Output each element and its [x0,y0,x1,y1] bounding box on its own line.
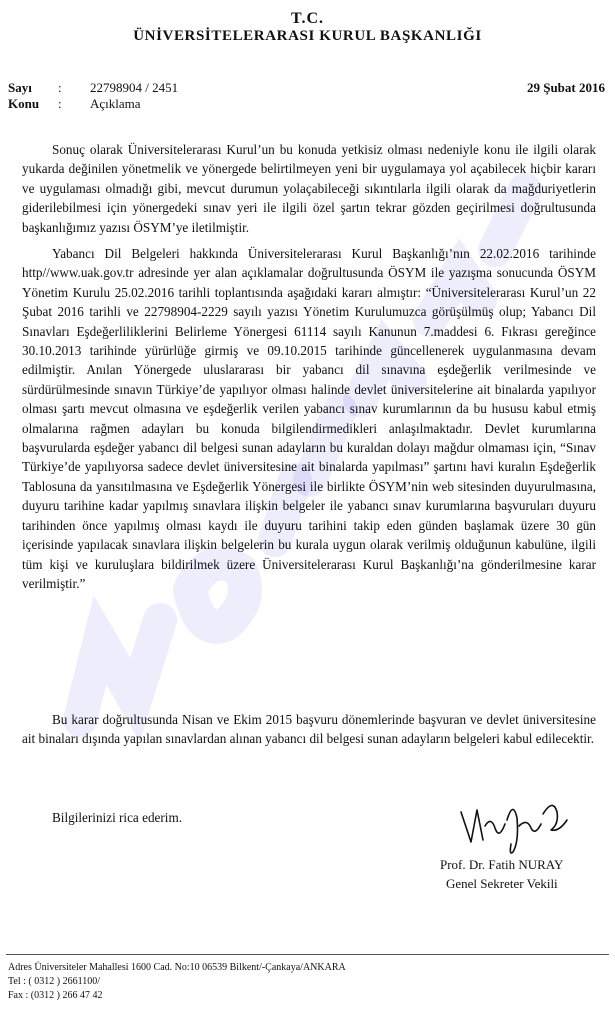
document-date: 29 Şubat 2016 [526,80,605,95]
sayi-label: Sayı [8,80,32,95]
footer-phone: Tel : ( 0312 ) 2661100/ [8,976,100,987]
sayi-value: 22798904 / 2451 [90,80,179,95]
konu-label: Konu [8,96,40,111]
sayi-row [8,80,178,96]
signature-graphic [455,790,575,860]
paragraph-3: Bu karar doğrultusunda Nisan ve Ekim 2015 başvuru dönemlerinde başvuran ve devlet üniversitesine ait binaları dışında yapılan sınavlardan alınan yabancı dil belgesi sunan adayların belgeleri kabul edilecektir. [22,712,596,747]
signatory-title: Genel Sekreter Vekili [446,876,558,891]
footer-divider [6,954,609,955]
konu-value: Açıklama [90,96,141,111]
paragraph-4: Bilgilerinizi rica ederim. [52,810,182,825]
sayi-colon: : [58,80,62,95]
header-tc: T.C. [290,10,325,27]
paragraph-2: Yabancı Dil Belgeleri hakkında Üniversitelerarası Kurul Başkanlığı’nın 22.02.2016 tarihinde http//www.uak.gov.tr adresinde yer alan açıklamalar doğrultusunda ÖSYM ile yazışma sonucunda ÖSYM Yönetim Kurulu 25.02.2016 tarihli toplantısında aşağıdaki kararı almıştır: “Üniversitelerarası Kurul’un 22 Şubat 2016 tarihli ve 22798904-2229 sayılı yazısı Yönetim Kurulumuzca görüşülmüş olup; Yabancı Dil Sınavları Eşdeğerliliklerini Belirleme Yönergesi 61114 sayılı Kanunun 7.maddesi 6. Fıkrası gereğince 30.10.2013 tarihinde yürürlüğe girmiş ve 09.10.2015 tarihinde güncellenerek uygulanmasına devam edilmiştir. Anılan Yönergede uluslararası bir yabancı dil sınavına eşdeğerlik verilmesinde ve sürdürülmesinde sınavın Türkiye’de yapılıyor olması halinde devlet üniversitelerine ait binalarda yapılıyor olması şartı mevcut olmasına ve eşdeğerlik verilen yabancı sınav kurumlarının da bu hususu kabul etmiş olmalarına rağmen adayları bu konuda bilgilendirmedikleri anlaşılmaktadır. Devlet kurumlarına başvurularda eşdeğer yabancı dil belgesi sunan adayların bu kuraldan dolayı mağdur olmaması için, “Sınav Türkiye’de yapılıyorsa sadece devlet üniversitesine ait binalarda yapılması” şartını havi kuralın Eşdeğerlik Tablosuna da yansıtılmasına ve Eşdeğerlik Yönergesi ile birlikte ÖSYM’nin web sitesinden duyurulmasına, duyuru tarihine kadar yapılmış sınavlara ilişkin belgeler ile yabancı sınav kurumlarına başvuruları duyuru tarihinden önce yapılmış olması kaydı ile duyuru tarihini takip eden günden başlamak üzere 30 gün içerisinde yapılacak sınavlara ilişkin belgelerin bu kurala uygun olarak verilmiş olduğunun kabulüne, ilgili tüm kişi ve kuruluşlara bildirilmek üzere Üniversitelerarası Kurul Başkanlığı’na gönderilmesine karar verilmiştir.” [22,246,596,591]
konu-row [8,96,141,112]
footer-address: Adres Üniversiteler Mahallesi 1600 Cad. No:10 06539 Bilkent/-Çankaya/ANKARA [8,962,346,973]
header-institution: ÜNİVERSİTELERARASI KURUL BAŞKANLIĞI [133,28,482,44]
paragraph-1: Sonuç olarak Üniversitelerarası Kurul’un bu konuda yetkisiz olması nedeniyle konu ile ilgili olarak yukarda değinilen yönetmelik ve yönergede belirtilmeyen yeni bir uygulamaya yol açabilecek hiçbir kararı ve uygulaması olmadığı gibi, mevcut durumun yolaçabileceği sıkıntılarla ilgili olarak da mağduriyetlerin giderilebilmesi için yönergedeki sınav yeri ile ilgili özel şartın tekrar gözden geçirilmesi doğrultusunda başkanlığımız yazısı ÖSYM’ye iletilmiştir. [22,142,596,235]
konu-colon: : [58,96,62,111]
footer-fax: Fax : (0312 ) 266 47 42 [8,990,103,1001]
signatory-name: Prof. Dr. Fatih NURAY [440,857,564,872]
